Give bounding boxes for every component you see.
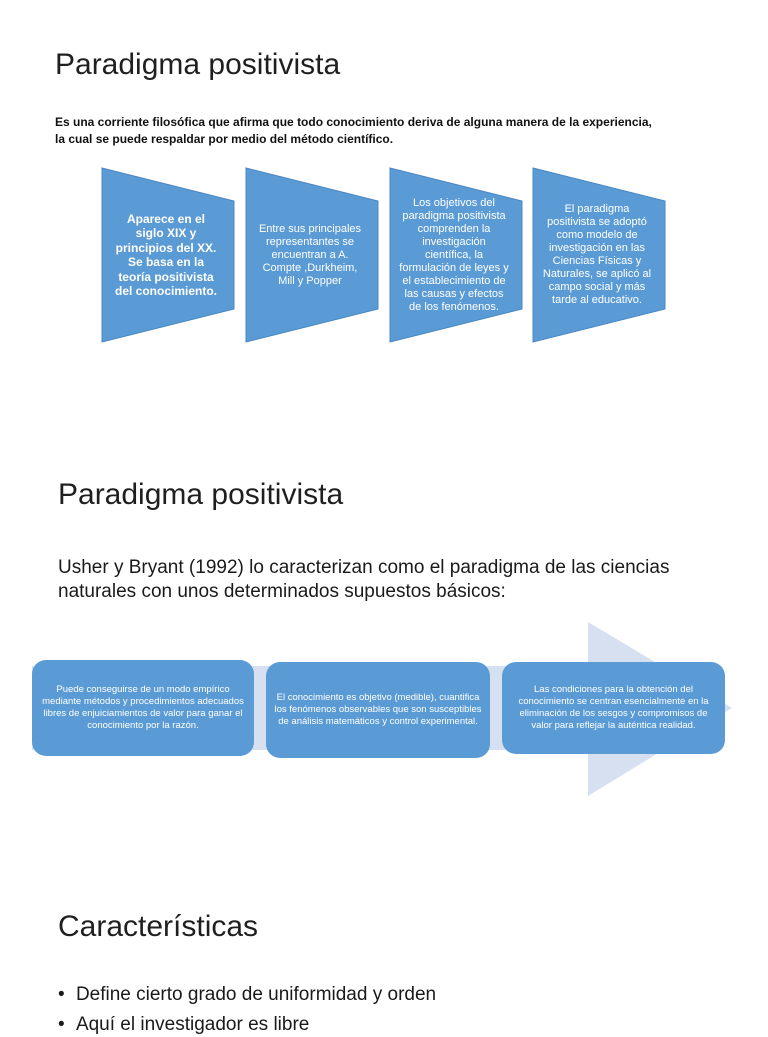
bullet-item-2 <box>58 1013 309 1037</box>
bullet-item-1 <box>58 983 436 1007</box>
bullet-icon: • <box>58 984 65 1005</box>
basic-assumption-box-1: Puede conseguirse de un modo empírico mediante métodos y procedimientos adecuados libres de enjuiciamientos de valor para ganar el conocimiento por la razón. <box>32 660 254 756</box>
chevron-4 <box>532 167 666 343</box>
chevron-3-text: Los objetivos del paradigma positivista comprenden la investigación científica, la formulación de leyes y el establecimiento de las causas y efectos de los fenómenos. <box>399 196 509 313</box>
chevron-2-text: Entre sus principales representantes se encuentran a A. Compte ,Durkheim, Mill y Popper <box>258 222 362 287</box>
chevron-2 <box>245 167 379 343</box>
bullet-icon: • <box>58 1014 65 1035</box>
basic-assumption-box-2: El conocimiento es objetivo (medible), cuantifica los fenómenos observables que son susceptibles de análisis matemáticos y control experimental. <box>266 662 490 758</box>
chevron-4-text: El paradigma positivista se adoptó como modelo de investigación en las Ciencias Físicas y Naturales, se aplicó al campo social y más tarde al educativo. <box>542 203 652 306</box>
bullet-text-1: Define cierto grado de uniformidad y orden <box>75 984 437 1005</box>
chevron-1-text: Aparece en el siglo XIX y principios del XX. Se basa en la teoría positivista del conocimiento. <box>114 211 217 298</box>
slide1-intro-line2: la cual se puede respaldar por medio del método científico. <box>55 132 394 146</box>
slide2-text-line1: Usher y Bryant (1992) lo caracterizan como el paradigma de las ciencias <box>58 557 670 578</box>
basic-assumption-box-3: Las condiciones para la obtención del conocimiento se centran esencialmente en la eliminación de los sesgos y compromisos de valor para reflejar la auténtica realidad. <box>502 662 725 754</box>
slide2-text-line2: naturales con unos determinados supuestos básicos: <box>58 581 506 602</box>
slide2-title: Paradigma positivista <box>58 478 344 511</box>
slide3-title: Características <box>58 910 259 943</box>
slide2-text <box>58 556 669 604</box>
slide1-title: Paradigma positivista <box>55 48 341 81</box>
slide1-intro <box>55 114 652 148</box>
slide1-intro-line1: Es una corriente filosófica que afirma que todo conocimiento deriva de alguna manera de la experiencia, <box>55 115 652 129</box>
chevron-1 <box>101 167 235 343</box>
bullet-text-2: Aquí el investigador es libre <box>75 1014 310 1035</box>
chevron-3 <box>389 167 523 343</box>
